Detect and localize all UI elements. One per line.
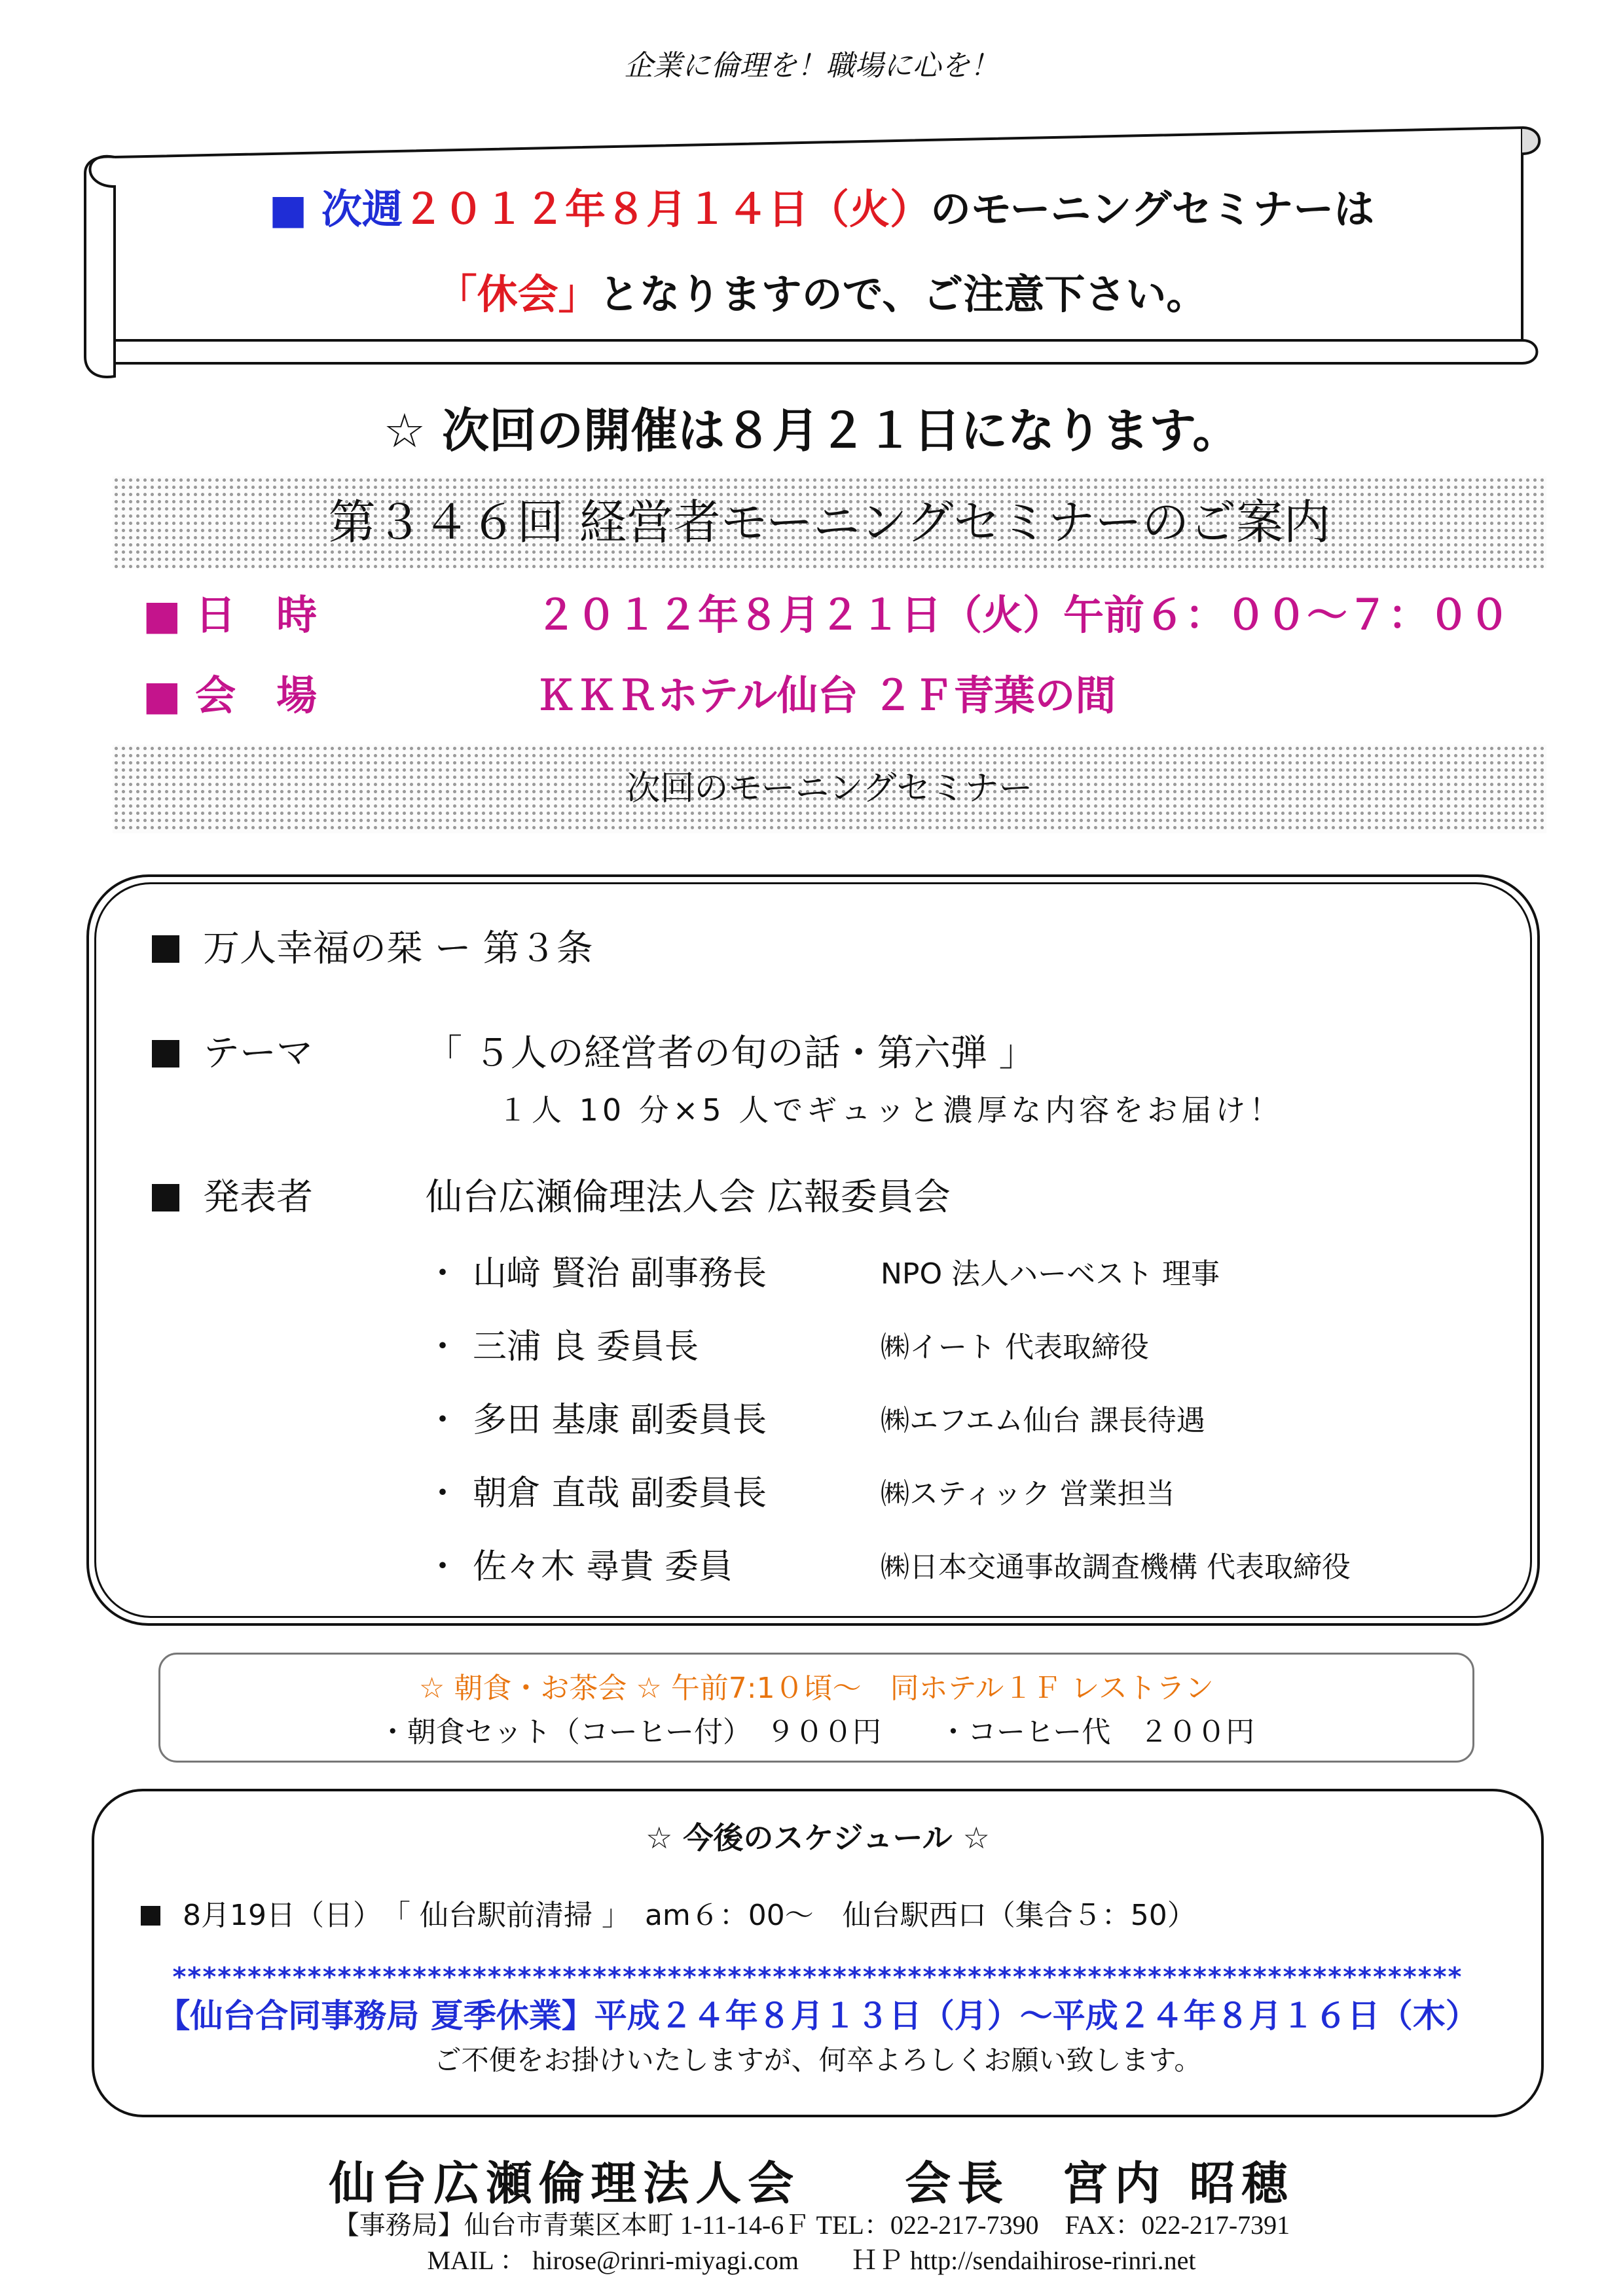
breakfast-line-1: ☆ 朝食・お茶会 ☆ 午前7:1０頃～ 同ホテル１Ｆ レストラン <box>418 1672 1214 1705</box>
info-datetime <box>143 583 1510 641</box>
theme-label-text: テーマ <box>203 1032 313 1075</box>
seminar-title-band <box>113 476 1546 568</box>
program-theme-sub: １人 10 分×5 人でギュッと濃厚な内容をお届け！ <box>498 1092 1284 1128</box>
info-venue-label: ■ 会 場 <box>143 672 318 719</box>
speaker-name: 多田 基康 副委員長 <box>473 1401 767 1440</box>
contact-mail: MAIL ： hirose@rinri-miyagi.com ＨＰ http://sendaihirose-rinri.net <box>427 2246 1196 2275</box>
speaker-2 <box>426 1319 699 1368</box>
organization-name: 仙台広瀬倫理法人会 会長 宮内 昭穂 <box>329 2157 1294 2210</box>
schedule-title: ☆ 今後のスケジュール ☆ <box>646 1820 990 1856</box>
schedule-item <box>141 1892 1196 1933</box>
square-bullet-icon <box>152 1184 179 1211</box>
star-divider: ************************************************************************************** <box>172 1962 1463 1992</box>
notice-suffix: のモーニングセミナーは <box>930 185 1375 233</box>
square-bullet-icon <box>141 1906 160 1926</box>
speaker-name: 山﨑 賢治 副事務長 <box>473 1254 767 1293</box>
apology-text: ご不便をお掛けいたしますが、何卒よろしくお願い致します。 <box>433 2044 1202 2076</box>
program-presenter-label <box>152 1168 313 1221</box>
program-article <box>152 920 593 972</box>
schedule-item-text: 8月19日（日） 「 仙台駅前清掃 」 am６：00～ 仙台駅西口（集合５：50） <box>183 1899 1196 1932</box>
seminar-title: 第３４６回 経営者モーニングセミナーのご案内 <box>328 495 1331 550</box>
speaker-2-org: ㈱イート 代表取締役 <box>881 1331 1149 1364</box>
speaker-5-org: ㈱日本交通事故調査機構 代表取締役 <box>881 1551 1351 1584</box>
speaker-name: 朝倉 直哉 副委員長 <box>473 1474 767 1513</box>
presenter-group: 仙台広瀬倫理法人会 広報委員会 <box>426 1176 951 1219</box>
next-seminar-label: 次回のモーニングセミナー <box>626 769 1033 808</box>
info-venue <box>143 663 1116 721</box>
info-datetime-label: ■ 日 時 <box>143 591 318 639</box>
speaker-4-org: ㈱スティック 営業担当 <box>881 1477 1175 1511</box>
notice-line-1 <box>118 177 1525 235</box>
speaker-1-org: NPO 法人ハーベスト 理事 <box>881 1257 1220 1291</box>
speaker-5 <box>426 1539 733 1588</box>
speaker-3-org: ㈱エフエム仙台 課長待遇 <box>881 1404 1205 1437</box>
speaker-4 <box>426 1465 767 1515</box>
breakfast-line-2: ・朝食セット（コーヒー付） ９００円 ・コーヒー代 ２００円 <box>378 1715 1255 1749</box>
scroll-banner <box>75 115 1548 389</box>
speaker-3 <box>426 1392 767 1441</box>
tagline: 企業に倫理を！職場に心を！ <box>624 49 999 82</box>
notice-highlight: 「休会」 <box>436 270 599 318</box>
program-article-text: 万人幸福の栞 ー 第３条 <box>203 927 593 970</box>
next-session-note: ☆ 次回の開催は８月２１日になります。 <box>383 403 1240 458</box>
info-datetime-value: ２０１２年８月２１日（火）午前６：００～７：００ <box>536 591 1510 639</box>
speaker-bullet: ・ <box>426 1401 460 1440</box>
presenter-label-text: 発表者 <box>203 1176 313 1219</box>
notice-rest: となりますので、ご注意下さい。 <box>598 270 1207 318</box>
speaker-bullet: ・ <box>426 1474 460 1513</box>
program-theme-label <box>152 1024 313 1077</box>
program-box-inner <box>94 882 1532 1618</box>
square-bullet-icon <box>152 1040 179 1067</box>
info-venue-value: ＫＫＲホテル仙台 ２Ｆ青葉の間 <box>536 672 1116 719</box>
holiday-notice: 【仙台合同事務局 夏季休業】平成２４年８月１３日（月）～平成２４年８月１６日（木） <box>157 1997 1478 2035</box>
notice-date: ２０１２年８月１４日（火） <box>402 185 930 233</box>
notice-prefix: ■ 次週 <box>268 185 403 233</box>
speaker-1 <box>426 1246 767 1295</box>
speaker-bullet: ・ <box>426 1254 460 1293</box>
office-address: 【事務局】仙台市青葉区本町 1-11-14-6Ｆ TEL：022-217-7390 FAX：022-217-7391 <box>333 2210 1290 2240</box>
speaker-name: 佐々木 尋貴 委員 <box>473 1547 733 1587</box>
notice-line-2 <box>118 262 1525 320</box>
speaker-name: 三浦 良 委員長 <box>473 1327 699 1367</box>
program-theme: 「 ５人の経営者の旬の話・第六弾 」 <box>426 1032 1036 1075</box>
square-bullet-icon <box>152 935 179 963</box>
speaker-bullet: ・ <box>426 1327 460 1367</box>
speaker-bullet: ・ <box>426 1547 460 1587</box>
next-seminar-band <box>113 745 1546 833</box>
